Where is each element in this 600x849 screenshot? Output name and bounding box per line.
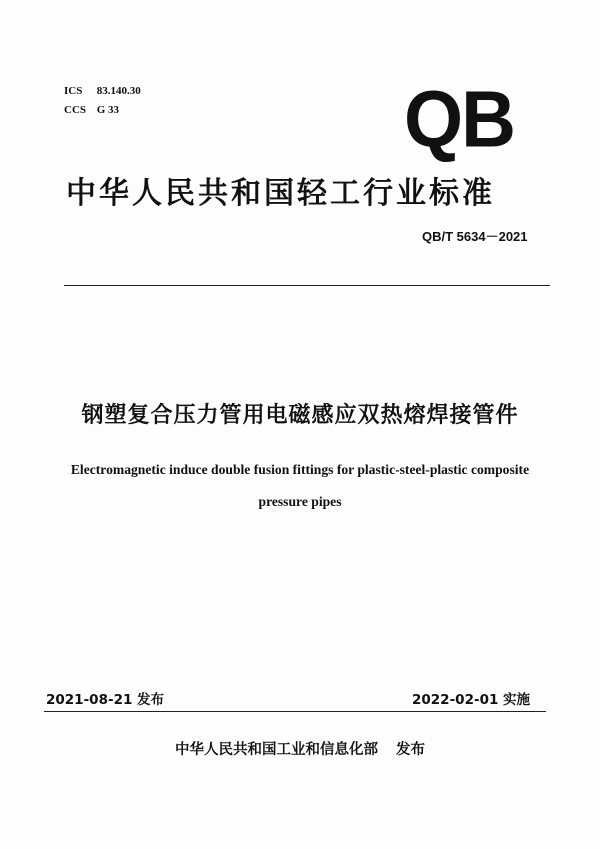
- document-title-en-line1: Electromagnetic induce double fusion fittings for plastic-steel-plastic composite: [70, 462, 530, 477]
- classification-codes: [64, 82, 141, 120]
- divider-top: [64, 285, 550, 286]
- ccs-value: G 33: [96, 104, 120, 116]
- ics-label: ICS: [64, 85, 83, 97]
- divider-bottom: [44, 711, 546, 712]
- qb-logo: QB: [404, 74, 514, 165]
- ccs-label: CCS: [64, 104, 87, 116]
- ics-value: 83.140.30: [96, 85, 141, 97]
- publisher-name: 中华人民共和国工业和信息化部: [175, 742, 378, 758]
- standard-number: QB/T 5634－2021: [422, 229, 528, 244]
- ics-row: [64, 82, 141, 101]
- document-title-cn: 钢塑复合压力管用电磁感应双热熔焊接管件: [81, 403, 519, 428]
- publish-verb: 发布: [396, 742, 425, 758]
- document-title-en: [0, 454, 600, 518]
- document-title-en-line2: pressure pipes: [258, 494, 342, 509]
- issue-date: 2021-08-21 发布: [46, 692, 165, 708]
- publisher: [0, 738, 600, 759]
- standard-category-title: 中华人民共和国轻工行业标准: [66, 176, 495, 211]
- ccs-row: [64, 101, 141, 120]
- implementation-date: 2022-02-01 实施: [412, 692, 531, 708]
